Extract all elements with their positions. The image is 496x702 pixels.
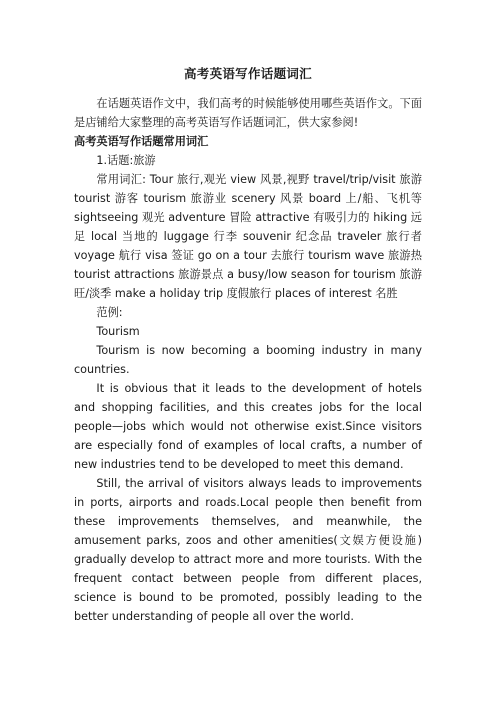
essay-paragraph-3: Still, the arrival of visitors always leads to improvements in ports, airports and roads.Local people then benefit from these improvements themselves, and meanwhile, the amusement parks, zoos and other amenities(文娱方便设施) gradually develop to attract more and more tourists. With the frequent contact between people from different places, science is bound to be promoted, possibly leading to the better understanding of people all over the world. xyxy=(74,477,422,623)
page-title: 高考英语写作话题词汇 xyxy=(183,66,312,81)
vocabulary-paragraph: 常用词汇: Tour 旅行,观光 view 风景,视野 travel/trip/visit 旅游 tourist 游客 tourism 旅游业 scenery 风景 board 上/船、飞机等 sightseeing 观光 adventure 冒险 attractive 有吸引力的 hiking 远足 local 当地的 luggage 行李 souvenir 纪念品 traveler 旅行者 voyage 航行 visa 签证 go on a tour 去旅行 tourism wave 旅游热 tourist attractions 旅游景点 a busy/low season for tourism 旅游旺/淡季 make a holiday trip 度假旅行 places of interest 名胜 xyxy=(74,173,422,300)
document-body xyxy=(74,94,422,626)
essay-paragraph-2: It is obvious that it leads to the development of hotels and shopping facilities, and this creates jobs for the local people—jobs which would not otherwise exist.Since visitors are especially fond of examples of local crafts, a number of new industries tend to be developed to meet this demand. xyxy=(74,382,422,471)
section-heading: 高考英语写作话题常用词汇 xyxy=(74,135,209,148)
example-label: 范例: xyxy=(96,306,123,319)
essay-title: Tourism xyxy=(96,325,140,338)
essay-paragraph-1: Tourism is now becoming a booming industry in many countries. xyxy=(74,344,422,376)
topic-heading: 1.话题:旅游 xyxy=(96,154,156,167)
intro-paragraph: 在话题英语作文中，我们高考的时候能够使用哪些英语作文。下面是店铺给大家整理的高考英语写作话题词汇，供大家参阅! xyxy=(74,97,422,129)
